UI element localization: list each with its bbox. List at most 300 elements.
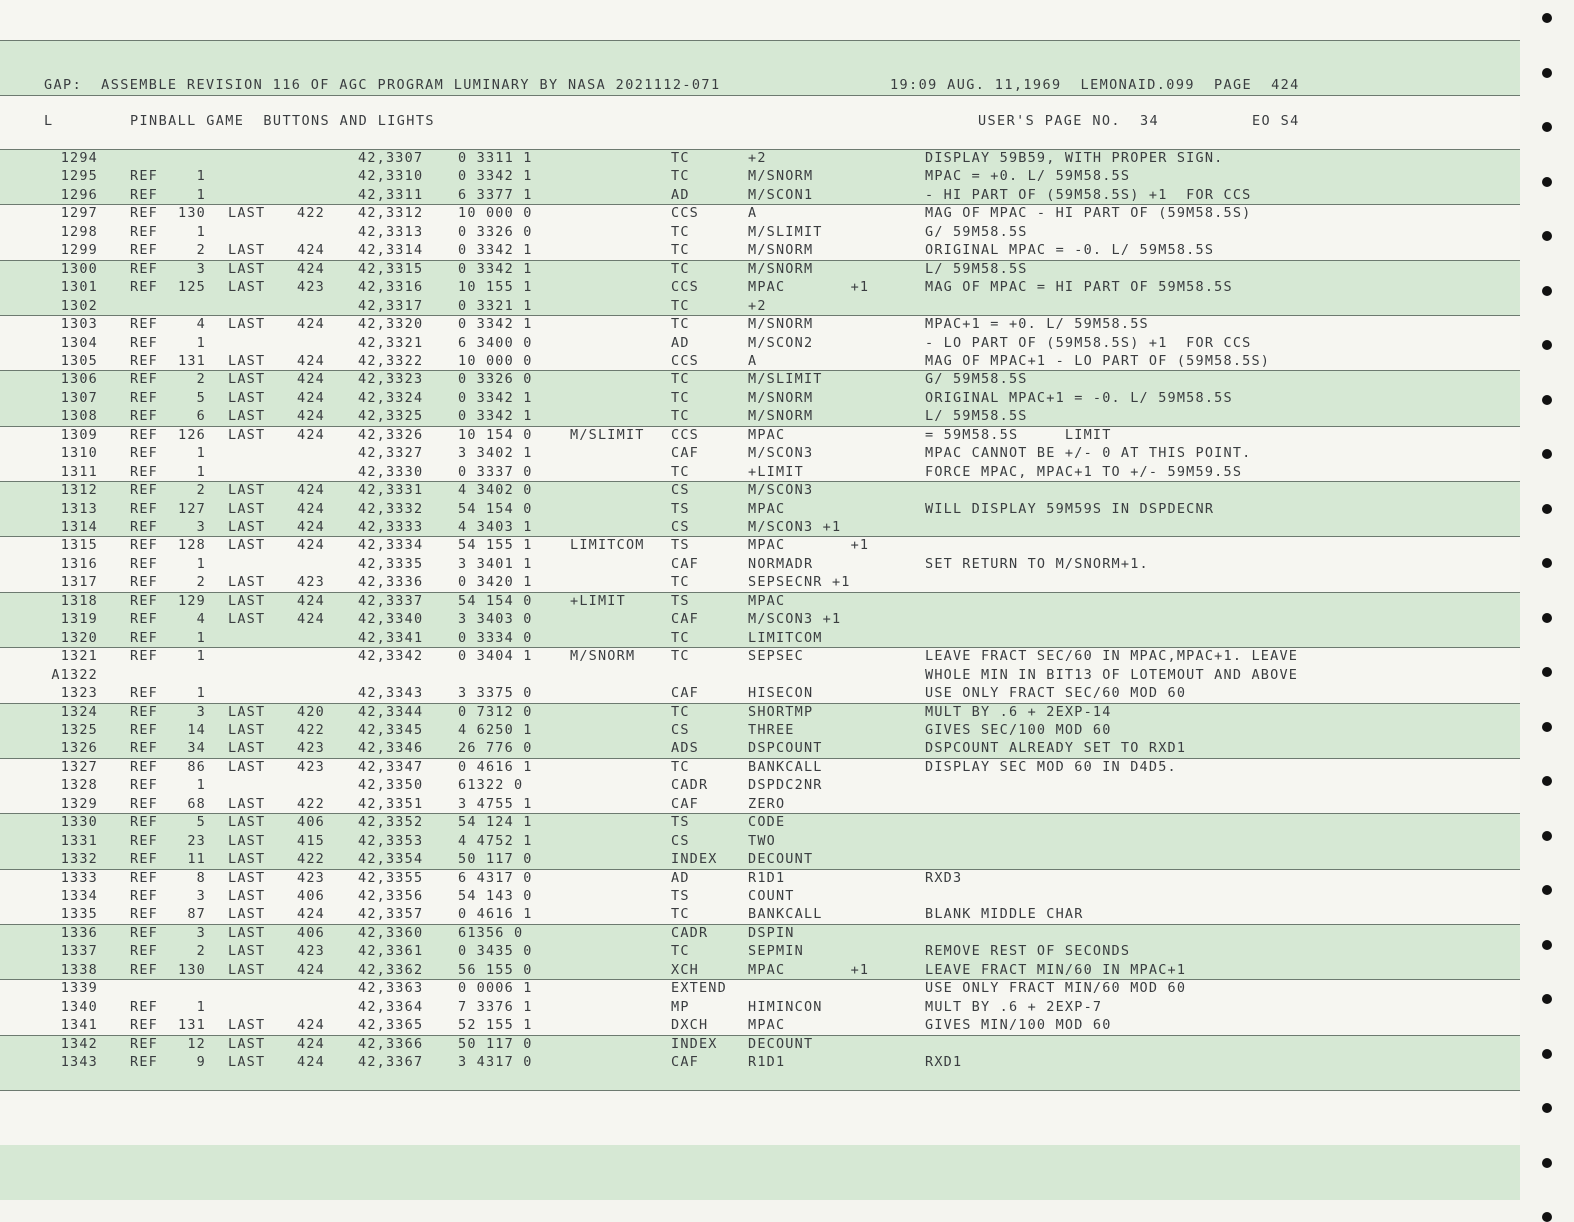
listing-row: [0, 795, 1520, 813]
ref-label: REF: [130, 555, 158, 572]
ref-count: 1: [196, 463, 206, 480]
last-page: 424: [297, 611, 325, 628]
comment: MAG OF MPAC - HI PART OF (59M58.5S): [925, 205, 1252, 222]
octal-code: 52 155 1: [458, 1017, 533, 1034]
line-number: 1309: [60, 426, 98, 443]
address: 42,3351: [358, 795, 424, 812]
listing-row: [0, 905, 1520, 923]
line-number: 1332: [60, 851, 98, 868]
listing-row: [0, 463, 1520, 481]
last-page: 424: [297, 906, 325, 923]
line-number: 1335: [60, 906, 98, 923]
operand: M/SCON3 +1: [748, 611, 842, 628]
opcode: TC: [671, 260, 690, 277]
address: 42,3337: [358, 592, 424, 609]
last-page: 424: [297, 408, 325, 425]
opcode: AD: [671, 869, 690, 886]
address: 42,3330: [358, 463, 424, 480]
ref-label: REF: [130, 519, 158, 535]
symbol-label: M/SLIMIT: [570, 426, 645, 443]
last-page: 424: [297, 1017, 325, 1034]
listing-row: [0, 813, 1520, 831]
last-label: LAST: [228, 205, 266, 222]
ref-count: 125: [178, 279, 206, 296]
opcode: CCS: [671, 352, 699, 369]
line-number: 1311: [60, 463, 98, 480]
line-number: 1295: [60, 168, 98, 185]
listing-row: [0, 869, 1520, 887]
green-band: [0, 1145, 1520, 1200]
octal-code: 0 3342 1: [458, 260, 533, 277]
ref-label: REF: [130, 389, 158, 406]
comment: MAG OF MPAC+1 - LO PART OF (59M58.5S): [925, 352, 1271, 369]
last-label: LAST: [228, 352, 266, 369]
line-number: 1342: [60, 1035, 98, 1052]
operand: M/SNORM: [748, 168, 814, 185]
line-number: A1322: [51, 666, 98, 683]
last-page: 424: [297, 961, 325, 978]
opcode: CS: [671, 482, 690, 499]
operand: +LIMIT: [748, 463, 804, 480]
line-number: 1310: [60, 445, 98, 462]
comment: MPAC+1 = +0. L/ 59M58.5S: [925, 316, 1149, 333]
last-label: LAST: [228, 869, 266, 886]
feed-hole: [1542, 1049, 1552, 1059]
operand: DSPCOUNT: [748, 740, 823, 757]
comment: DISPLAY 59B59, WITH PROPER SIGN.: [925, 150, 1224, 166]
opcode: CAF: [671, 445, 699, 462]
line-number: 1300: [60, 260, 98, 277]
user-page-number: USER'S PAGE NO. 34: [978, 113, 1160, 129]
operand: M/SCON3: [748, 445, 814, 462]
ref-label: REF: [130, 611, 158, 628]
address: 42,3311: [358, 186, 424, 203]
last-label: LAST: [228, 408, 266, 425]
octal-code: 0 7312 0: [458, 703, 533, 720]
ref-label: REF: [130, 426, 158, 443]
subheader-mark: L: [44, 113, 54, 129]
octal-code: 54 155 1: [458, 537, 533, 554]
line-number: 1330: [60, 814, 98, 831]
address: 42,3316: [358, 279, 424, 296]
ref-label: REF: [130, 260, 158, 277]
operand: MPAC: [748, 1017, 786, 1034]
listing-row: [0, 223, 1520, 241]
line-number: 1327: [60, 758, 98, 775]
octal-code: 54 154 0: [458, 592, 533, 609]
line-number: 1296: [60, 186, 98, 203]
operand: SEPSECNR +1: [748, 574, 851, 591]
last-page: 415: [297, 832, 325, 849]
octal-code: 6 4317 0: [458, 869, 533, 886]
opcode: CCS: [671, 426, 699, 443]
last-label: LAST: [228, 592, 266, 609]
octal-code: 10 000 0: [458, 205, 533, 222]
feed-hole: [1542, 449, 1552, 459]
listing-row: [0, 426, 1520, 444]
address: 42,3354: [358, 851, 424, 868]
address: 42,3345: [358, 721, 424, 738]
listing-row: [0, 832, 1520, 850]
address: 42,3327: [358, 445, 424, 462]
ref-label: REF: [130, 648, 158, 665]
opcode: TC: [671, 297, 690, 314]
last-page: 423: [297, 740, 325, 757]
comment: WILL DISPLAY 59M59S IN DSPDECNR: [925, 500, 1215, 517]
listing-row: [0, 1053, 1520, 1071]
ref-label: REF: [130, 685, 158, 702]
address: 42,3324: [358, 389, 424, 406]
line-number: 1301: [60, 279, 98, 296]
ref-label: REF: [130, 205, 158, 222]
octal-code: 4 4752 1: [458, 832, 533, 849]
last-label: LAST: [228, 851, 266, 868]
line-number: 1306: [60, 371, 98, 388]
address: 42,3335: [358, 555, 424, 572]
octal-code: 54 124 1: [458, 814, 533, 831]
listing-row: [0, 500, 1520, 518]
ref-count: 1: [196, 555, 206, 572]
ref-count: 3: [196, 703, 206, 720]
feed-hole: [1542, 13, 1552, 23]
ref-label: REF: [130, 334, 158, 351]
comment: L/ 59M58.5S: [925, 260, 1028, 277]
listing-row: [0, 647, 1520, 665]
operand: BANKCALL: [748, 906, 823, 923]
address: 42,3364: [358, 998, 424, 1015]
octal-code: 6 3377 1: [458, 186, 533, 203]
opcode: MP: [671, 998, 690, 1015]
listing-row: [0, 850, 1520, 868]
address: 42,3342: [358, 648, 424, 665]
feed-hole: [1542, 667, 1552, 677]
ref-label: REF: [130, 574, 158, 591]
octal-code: 0 0006 1: [458, 980, 533, 997]
opcode: TC: [671, 629, 690, 646]
octal-code: 4 3402 0: [458, 482, 533, 499]
address: 42,3341: [358, 629, 424, 646]
octal-code: 0 3342 1: [458, 316, 533, 333]
last-label: LAST: [228, 740, 266, 757]
operand: MPAC: [748, 500, 786, 517]
address: 42,3344: [358, 703, 424, 720]
address: 42,3347: [358, 758, 424, 775]
address: 42,3315: [358, 260, 424, 277]
octal-code: 10 155 1: [458, 279, 533, 296]
address: 42,3313: [358, 223, 424, 240]
opcode: CCS: [671, 205, 699, 222]
last-page: 422: [297, 795, 325, 812]
opcode: DXCH: [671, 1017, 709, 1034]
octal-code: 26 776 0: [458, 740, 533, 757]
ref-label: REF: [130, 851, 158, 868]
feed-hole: [1542, 395, 1552, 405]
ref-count: 131: [178, 352, 206, 369]
line-number: 1316: [60, 555, 98, 572]
comment: DSPCOUNT ALREADY SET TO RXD1: [925, 740, 1187, 757]
listing-row: [0, 592, 1520, 610]
last-label: LAST: [228, 279, 266, 296]
octal-code: 0 3337 0: [458, 463, 533, 480]
line-number: 1336: [60, 924, 98, 941]
address: 42,3363: [358, 980, 424, 997]
ref-count: 1: [196, 334, 206, 351]
ref-count: 4: [196, 611, 206, 628]
opcode: INDEX: [671, 851, 718, 868]
octal-code: 7 3376 1: [458, 998, 533, 1015]
comment: GIVES MIN/100 MOD 60: [925, 1017, 1112, 1034]
octal-code: 0 3420 1: [458, 574, 533, 591]
ref-count: 6: [196, 408, 206, 425]
last-page: 424: [297, 482, 325, 499]
octal-code: 50 117 0: [458, 1035, 533, 1052]
octal-code: 0 3321 1: [458, 297, 533, 314]
operand: DSPIN: [748, 924, 795, 941]
ref-label: REF: [130, 888, 158, 904]
feed-hole: [1542, 776, 1552, 786]
operand: M/SNORM: [748, 316, 814, 333]
line-number: 1303: [60, 316, 98, 333]
feed-hole: [1542, 1103, 1552, 1113]
octal-code: 0 4616 1: [458, 758, 533, 775]
ref-count: 5: [196, 389, 206, 406]
ref-count: 127: [178, 500, 206, 517]
line-number: 1313: [60, 500, 98, 517]
octal-code: 4 6250 1: [458, 721, 533, 738]
address: 42,3343: [358, 685, 424, 702]
line-number: 1329: [60, 795, 98, 812]
line-number: 1326: [60, 740, 98, 757]
feed-hole: [1542, 994, 1552, 1004]
symbol-label: +LIMIT: [570, 592, 626, 609]
last-page: 423: [297, 758, 325, 775]
ref-label: REF: [130, 943, 158, 960]
address: 42,3321: [358, 334, 424, 351]
last-label: LAST: [228, 703, 266, 720]
line-number: 1298: [60, 223, 98, 240]
octal-code: 0 3326 0: [458, 223, 533, 240]
last-page: 424: [297, 352, 325, 369]
operand: M/SNORM: [748, 260, 814, 277]
ref-count: 1: [196, 998, 206, 1015]
ref-count: 2: [196, 242, 206, 259]
ref-label: REF: [130, 463, 158, 480]
listing-row: [0, 352, 1520, 370]
last-label: LAST: [228, 924, 266, 941]
address: 42,3367: [358, 1054, 424, 1071]
last-label: LAST: [228, 482, 266, 499]
last-label: LAST: [228, 611, 266, 628]
line-number: 1338: [60, 961, 98, 978]
operand: R1D1: [748, 1054, 786, 1071]
ref-count: 1: [196, 168, 206, 185]
line-number: 1333: [60, 869, 98, 886]
operand: A: [748, 352, 758, 369]
ref-count: 12: [187, 1035, 206, 1052]
opcode: TC: [671, 906, 690, 923]
address: 42,3340: [358, 611, 424, 628]
octal-code: 0 3311 1: [458, 150, 533, 166]
line-number: 1325: [60, 721, 98, 738]
feed-hole: [1542, 177, 1552, 187]
address: 42,3333: [358, 519, 424, 535]
line-number: 1339: [60, 980, 98, 997]
opcode: XCH: [671, 961, 699, 978]
operand: M/SCON3 +1: [748, 519, 842, 535]
listing-row: [0, 924, 1520, 942]
last-page: 424: [297, 371, 325, 388]
header-title: GAP: ASSEMBLE REVISION 116 OF AGC PROGRAM LUMINARY BY NASA 2021112-071: [44, 77, 721, 93]
address: 42,3312: [358, 205, 424, 222]
ref-label: REF: [130, 1017, 158, 1034]
ref-label: REF: [130, 482, 158, 499]
section-code: EO S4: [1252, 113, 1300, 129]
line-number: 1343: [60, 1054, 98, 1071]
operand: NORMADR: [748, 555, 814, 572]
last-label: LAST: [228, 943, 266, 960]
listing-row: [0, 518, 1520, 536]
listing-row: [0, 278, 1520, 296]
ref-label: REF: [130, 500, 158, 517]
last-page: 424: [297, 260, 325, 277]
operand: CODE: [748, 814, 786, 831]
operand: COUNT: [748, 888, 795, 904]
octal-code: 3 3401 1: [458, 555, 533, 572]
line-number: 1302: [60, 297, 98, 314]
address: 42,3357: [358, 906, 424, 923]
ref-count: 1: [196, 648, 206, 665]
opcode: TC: [671, 408, 690, 425]
line-number: 1318: [60, 592, 98, 609]
ref-count: 131: [178, 1017, 206, 1034]
line-number: 1337: [60, 943, 98, 960]
opcode: INDEX: [671, 1035, 718, 1052]
operand: THREE: [748, 721, 795, 738]
comment: USE ONLY FRACT MIN/60 MOD 60: [925, 980, 1187, 997]
band-rule: [0, 40, 1520, 41]
opcode: CAF: [671, 1054, 699, 1071]
operand: +2: [748, 297, 767, 314]
last-page: 406: [297, 814, 325, 831]
address: 42,3365: [358, 1017, 424, 1034]
feed-hole: [1542, 831, 1552, 841]
address: 42,3346: [358, 740, 424, 757]
operand: M/SNORM: [748, 408, 814, 425]
last-label: LAST: [228, 721, 266, 738]
address: 42,3353: [358, 832, 424, 849]
listing-row: [0, 776, 1520, 794]
ref-label: REF: [130, 814, 158, 831]
ref-label: REF: [130, 998, 158, 1015]
ref-label: REF: [130, 592, 158, 609]
address: 42,3361: [358, 943, 424, 960]
operand: M/SNORM: [748, 389, 814, 406]
line-number: 1299: [60, 242, 98, 259]
octal-code: 0 3342 1: [458, 408, 533, 425]
last-label: LAST: [228, 758, 266, 775]
operand: M/SCON2: [748, 334, 814, 351]
listing-row: [0, 167, 1520, 185]
last-page: 424: [297, 537, 325, 554]
last-label: LAST: [228, 574, 266, 591]
listing-row: [0, 407, 1520, 425]
ref-label: REF: [130, 352, 158, 369]
opcode: TS: [671, 500, 690, 517]
ref-count: 1: [196, 629, 206, 646]
octal-code: 4 3403 1: [458, 519, 533, 535]
last-label: LAST: [228, 1035, 266, 1052]
address: 42,3360: [358, 924, 424, 941]
listing-subheader: [0, 113, 1520, 133]
ref-count: 5: [196, 814, 206, 831]
listing-row: [0, 334, 1520, 352]
listing-row: [0, 942, 1520, 960]
ref-label: REF: [130, 223, 158, 240]
opcode: TS: [671, 814, 690, 831]
ref-label: REF: [130, 1054, 158, 1071]
address: 42,3307: [358, 150, 424, 166]
ref-label: REF: [130, 537, 158, 554]
feed-hole: [1542, 340, 1552, 350]
opcode: TS: [671, 592, 690, 609]
octal-code: 56 155 0: [458, 961, 533, 978]
last-label: LAST: [228, 832, 266, 849]
address: 42,3366: [358, 1035, 424, 1052]
comment: SET RETURN TO M/SNORM+1.: [925, 555, 1149, 572]
last-page: 423: [297, 279, 325, 296]
feed-hole: [1542, 722, 1552, 732]
last-label: LAST: [228, 260, 266, 277]
feed-hole: [1542, 613, 1552, 623]
comment: G/ 59M58.5S: [925, 371, 1028, 388]
octal-code: 3 3403 0: [458, 611, 533, 628]
octal-code: 10 000 0: [458, 352, 533, 369]
last-page: 406: [297, 888, 325, 904]
opcode: TC: [671, 168, 690, 185]
address: 42,3326: [358, 426, 424, 443]
last-page: 424: [297, 1054, 325, 1071]
last-label: LAST: [228, 242, 266, 259]
last-page: 423: [297, 943, 325, 960]
listing-row: [0, 998, 1520, 1016]
last-page: 424: [297, 500, 325, 517]
address: 42,3334: [358, 537, 424, 554]
opcode: TC: [671, 316, 690, 333]
ref-count: 1: [196, 777, 206, 794]
listing-row: [0, 149, 1520, 167]
tractor-feed-strip: [1520, 0, 1574, 1200]
comment: RXD3: [925, 869, 963, 886]
address: 42,3314: [358, 242, 424, 259]
ref-label: REF: [130, 740, 158, 757]
ref-count: 126: [178, 426, 206, 443]
line-number: 1320: [60, 629, 98, 646]
opcode: TC: [671, 242, 690, 259]
octal-code: 6 3400 0: [458, 334, 533, 351]
last-page: 424: [297, 242, 325, 259]
operand: TWO: [748, 832, 776, 849]
address: 42,3355: [358, 869, 424, 886]
opcode: CAF: [671, 685, 699, 702]
comment: BLANK MIDDLE CHAR: [925, 906, 1084, 923]
ref-label: REF: [130, 777, 158, 794]
line-number: 1305: [60, 352, 98, 369]
operand: MPAC +1: [748, 961, 870, 978]
operand: LIMITCOM: [748, 629, 823, 646]
listing-row: [0, 573, 1520, 591]
feed-hole: [1542, 231, 1552, 241]
listing-row: [0, 260, 1520, 278]
